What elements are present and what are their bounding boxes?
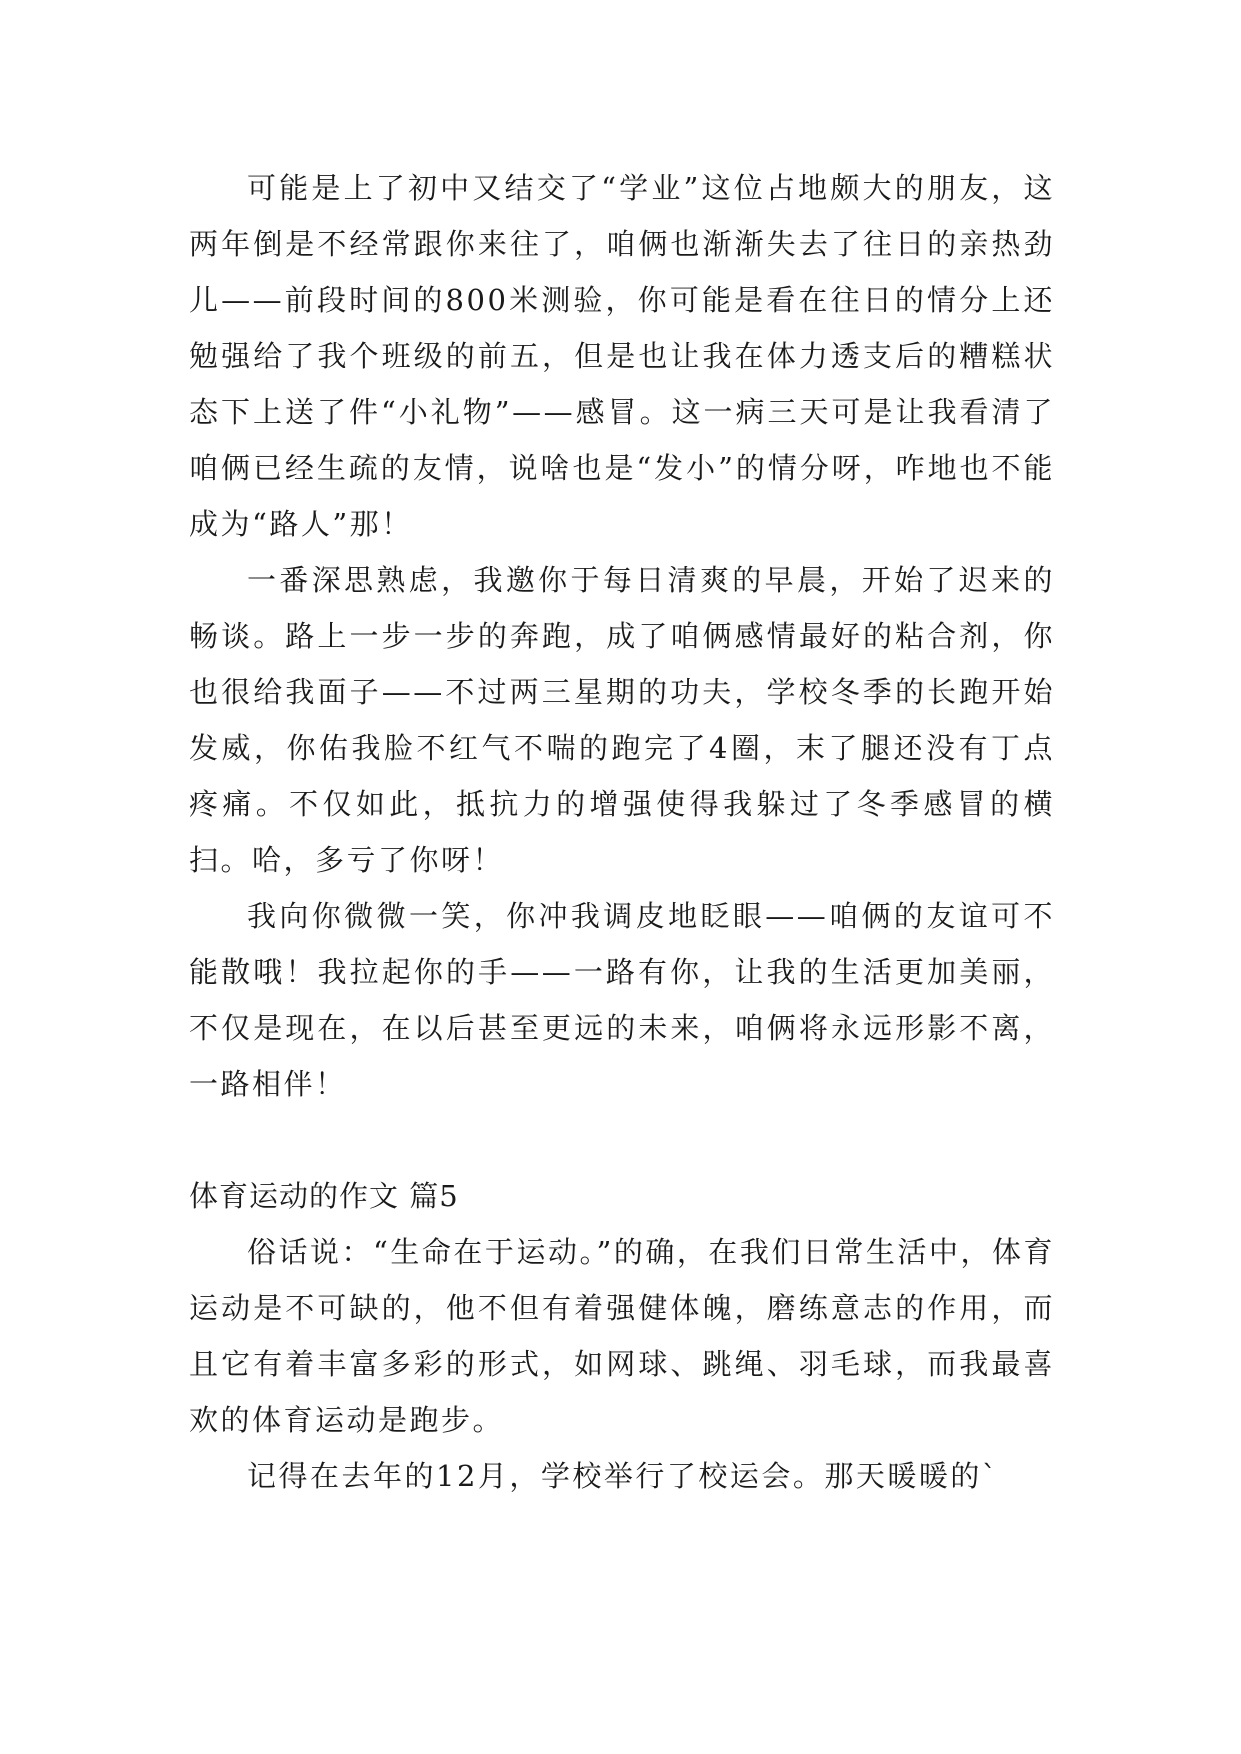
paragraph-essay5-1: 俗话说：“生命在于运动。”的确，在我们日常生活中，体育运动是不可缺的，他不但有着强健体魄，磨练意志的作用，而且它有着丰富多彩的形式，如网球、跳绳、羽毛球，而我最喜欢的体育运动是跑步。	[189, 1235, 1055, 1437]
paragraph-friendship-3: 我向你微微一笑，你冲我调皮地眨眼——咱俩的友谊可不能散哦！我拉起你的手——一路有你，让我的生活更加美丽，不仅是现在，在以后甚至更远的未来，咱俩将永远形影不离，一路相伴！	[189, 899, 1055, 1101]
paragraph-essay5-2: 记得在去年的12月，学校举行了校运会。那天暖暖的`	[247, 1459, 999, 1493]
paragraph-friendship-1: 可能是上了初中又结交了“学业”这位占地颇大的朋友，这两年倒是不经常跟你来往了，咱俩也渐渐失去了往日的亲热劲儿——前段时间的800米测验，你可能是看在往日的情分上还勉强给了我个班级的前五，但是也让我在体力透支后的糟糕状态下上送了件“小礼物”——感冒。这一病三天可是让我看清了咱俩已经生疏的友情，说啥也是“发小”的情分呀，咋地也不能成为“路人”那！	[189, 171, 1055, 541]
section-title: 体育运动的作文 篇5	[189, 1179, 459, 1213]
document-body	[189, 160, 1055, 1504]
paragraph-friendship-2: 一番深思熟虑，我邀你于每日清爽的早晨，开始了迟来的畅谈。路上一步一步的奔跑，成了咱俩感情最好的粘合剂，你也很给我面子——不过两三星期的功夫，学校冬季的长跑开始发威，你佑我脸不红气不喘的跑完了4圈，末了腿还没有丁点疼痛。不仅如此，抵抗力的增强使得我躲过了冬季感冒的横扫。哈，多亏了你呀！	[189, 563, 1055, 877]
